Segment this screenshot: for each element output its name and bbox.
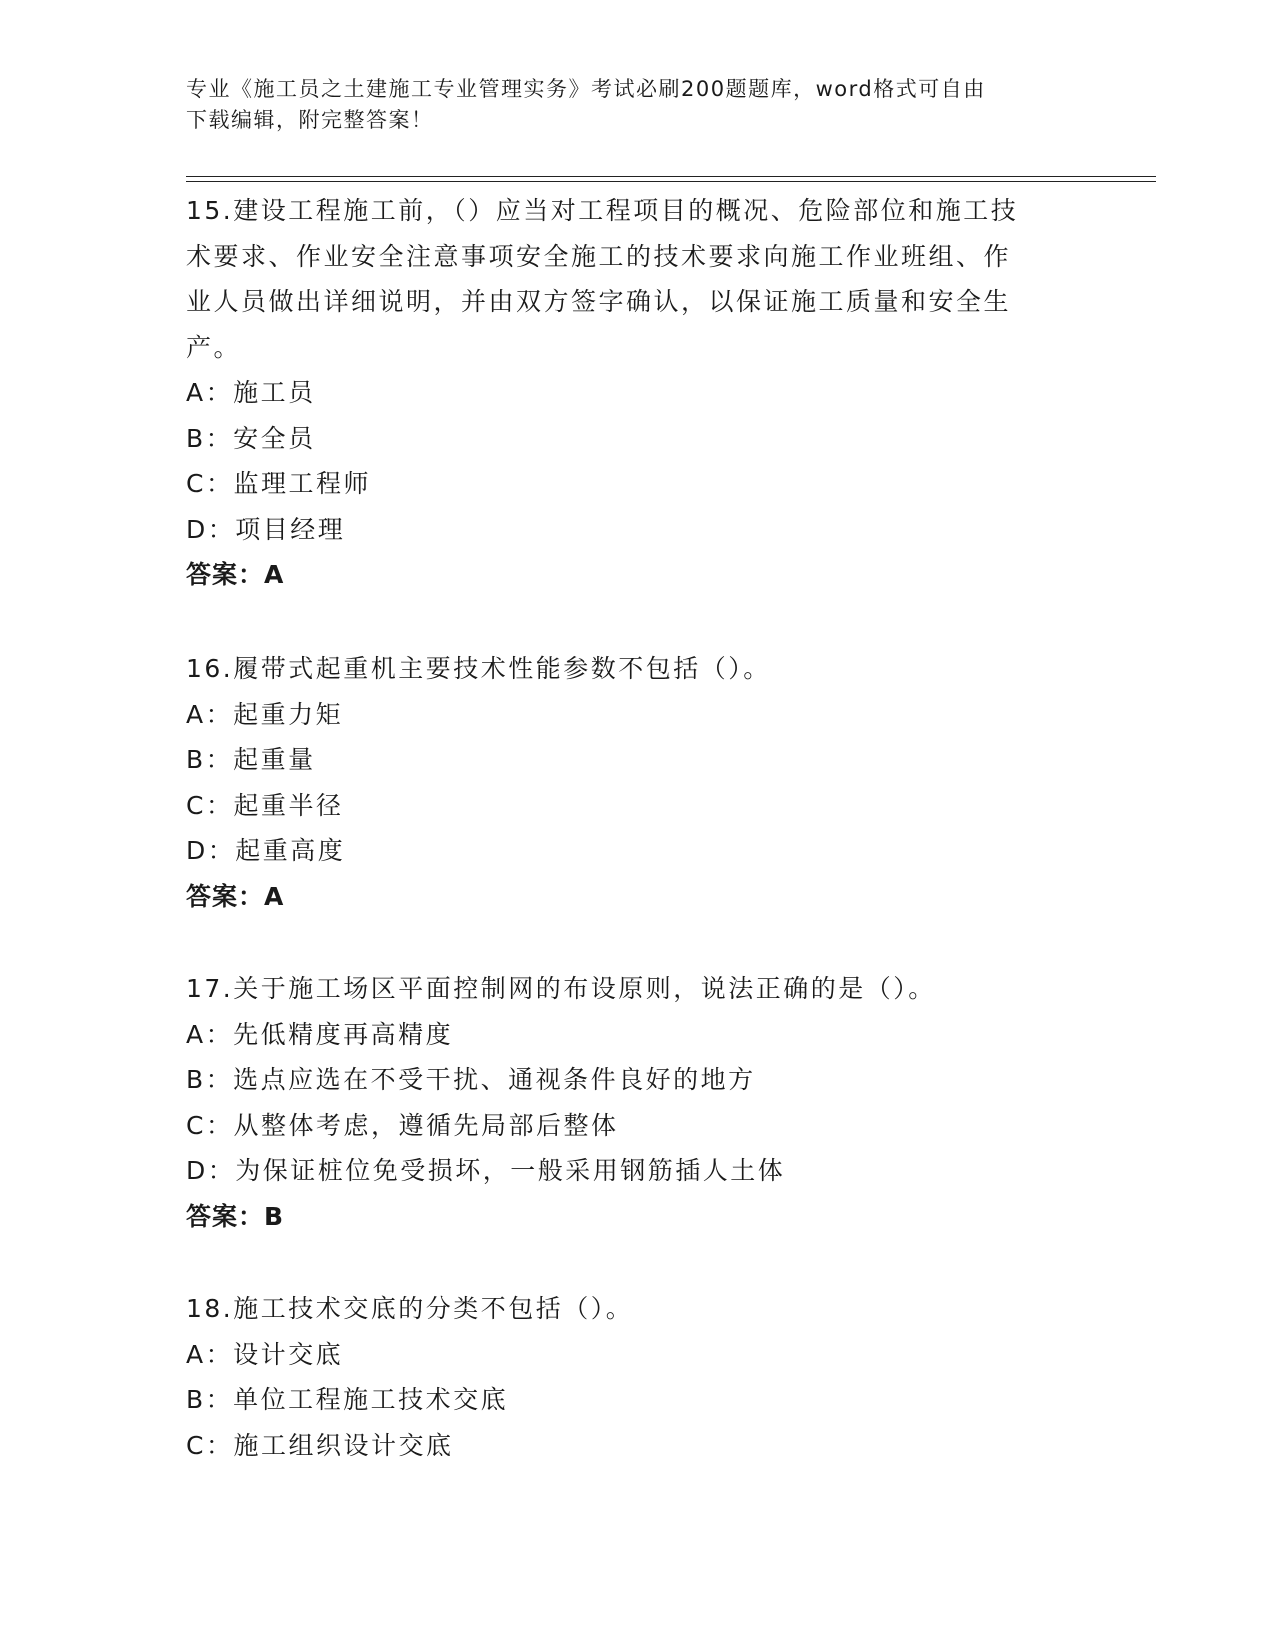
question-17 xyxy=(186,966,1086,1239)
option-a: A：施工员 xyxy=(186,378,316,407)
header-divider-top xyxy=(186,176,1156,177)
option-c: C：从整体考虑，遵循先局部后整体 xyxy=(186,1110,619,1140)
header-divider-bottom xyxy=(186,181,1156,182)
option-c: C：起重半径 xyxy=(186,790,344,820)
question-stem-line: 17.关于施工场区平面控制网的布设原则，说法正确的是（）。 xyxy=(186,974,936,1003)
option-b: B：安全员 xyxy=(186,423,316,453)
question-stem-line: 术要求、作业安全注意事项安全施工的技术要求向施工作业班组、作 xyxy=(186,241,1012,271)
option-b: B：起重量 xyxy=(186,745,316,774)
option-b: B：单位工程施工技术交底 xyxy=(186,1385,509,1414)
header-line-2: 下载编辑，附完整答案！ xyxy=(186,108,434,132)
question-16 xyxy=(186,646,1086,919)
option-d: D：起重高度 xyxy=(186,836,346,865)
answer-line: 答案：A xyxy=(186,560,285,589)
question-stem-line: 业人员做出详细说明，并由双方签字确认，以保证施工质量和安全生 xyxy=(186,287,1012,316)
option-b: B：选点应选在不受干扰、通视条件良好的地方 xyxy=(186,1065,756,1094)
option-a: A：先低精度再高精度 xyxy=(186,1019,454,1049)
header-line-1: 专业《施工员之土建施工专业管理实务》考试必刷200题题库，word格式可自由 xyxy=(186,77,986,101)
document-header xyxy=(186,74,1076,136)
option-d: D：项目经理 xyxy=(186,514,346,544)
question-stem-line: 产。 xyxy=(186,332,242,362)
option-c: C：施工组织设计交底 xyxy=(186,1430,454,1460)
option-d: D：为保证桩位免受损坏，一般采用钢筋插人土体 xyxy=(186,1156,786,1185)
answer-line: 答案：B xyxy=(186,1201,285,1231)
question-18 xyxy=(186,1286,1086,1468)
option-a: A：起重力矩 xyxy=(186,699,344,729)
question-stem-line: 16.履带式起重机主要技术性能参数不包括（）。 xyxy=(186,654,771,683)
question-stem-line: 15.建设工程施工前，（）应当对工程项目的概况、危险部位和施工技 xyxy=(186,196,1019,225)
question-15 xyxy=(186,188,1086,598)
question-stem-line: 18.施工技术交底的分类不包括（）。 xyxy=(186,1294,634,1323)
option-a: A：设计交底 xyxy=(186,1339,344,1369)
answer-line: 答案：A xyxy=(186,881,285,911)
option-c: C：监理工程师 xyxy=(186,469,371,498)
